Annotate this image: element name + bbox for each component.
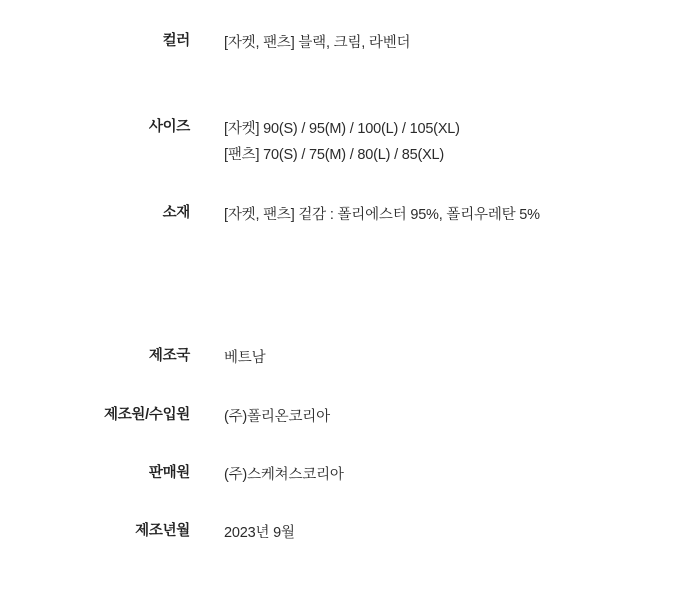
spec-label-country-of-manufacture: 제조국 (148, 348, 190, 364)
spec-label-size: 사이즈 (148, 119, 190, 135)
spec-value-material-line-1: [자켓, 팬츠] 겉감 : 폴리에스터 95%, 폴리우레탄 5% (224, 207, 540, 223)
spec-row-seller (0, 462, 700, 488)
spec-value-color (224, 30, 410, 56)
spec-row-manufacturer-importer (0, 404, 700, 430)
spec-label-material: 소재 (162, 205, 190, 221)
spec-row-size (0, 116, 700, 168)
spec-label-color: 컬러 (162, 33, 190, 49)
spec-value-seller (224, 462, 344, 488)
spec-row-country-of-manufacture (0, 345, 700, 371)
spec-value-country-of-manufacture (224, 345, 265, 371)
spec-value-size (224, 116, 460, 168)
spec-value-manufacture-date (224, 520, 295, 546)
spec-row-color (0, 30, 700, 56)
spec-row-material (0, 202, 700, 228)
spec-value-country-of-manufacture-line-1: 베트남 (224, 350, 266, 366)
spec-value-size-line-2: [팬츠] 70(S) / 75(M) / 80(L) / 85(XL) (224, 147, 445, 163)
spec-row-manufacture-date (0, 520, 700, 546)
spec-label-manufacture-date: 제조년월 (135, 523, 190, 539)
spec-value-material (224, 202, 540, 228)
spec-label-manufacturer-importer: 제조원/수입원 (104, 407, 190, 423)
spec-value-manufacturer-importer-line-1: (주)폴리온코리아 (224, 409, 330, 425)
spec-value-manufacturer-importer (224, 404, 330, 430)
spec-value-manufacture-date-line-1: 2023년 9월 (224, 525, 295, 541)
spec-label-seller: 판매원 (148, 465, 190, 481)
spec-value-size-line-1: [자켓] 90(S) / 95(M) / 100(L) / 105(XL) (224, 121, 460, 137)
spec-value-seller-line-1: (주)스케쳐스코리아 (224, 467, 344, 483)
spec-value-color-line-1: [자켓, 팬츠] 블랙, 크림, 라벤더 (224, 35, 411, 51)
